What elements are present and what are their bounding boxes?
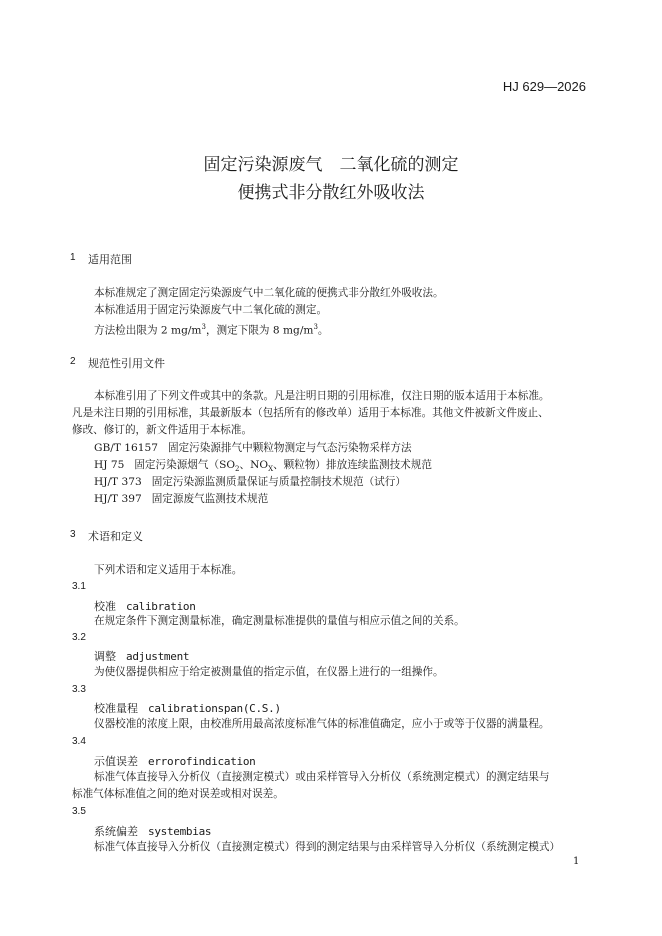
term-3-5-definition: 标准气体直接导入分析仪（直接测定模式）得到的测定结果与由采样管导入分析仪（系统测定模式） <box>94 841 561 853</box>
section-2-intro-3: 修改、修订的，新文件适用于本标准。 <box>72 424 253 436</box>
term-3-4-definition-2: 标准气体标准值之间的绝对误差或相对误差。 <box>72 788 284 800</box>
term-3-3-definition: 仪器校准的浓度上限，由校准所用最高浓度标准气体的标准值确定，应小于或等于仪器的满量程。 <box>94 718 550 730</box>
reference-title: 固定污染源排气中颗粒物测定与气态污染物采样方法 <box>167 442 412 454</box>
term-3-1-definition: 在规定条件下测定测量标准，确定测量标准提供的量值与相应示值之间的关系。 <box>94 615 465 627</box>
reference-title: 固定源废气监测技术规范 <box>151 493 269 505</box>
term-en: calibrationspan(C.S.) <box>148 702 281 715</box>
term-3-5-number: 3.5 <box>72 806 86 817</box>
term-3-1-number: 3.1 <box>72 581 86 592</box>
term-zh: 示值误差 <box>94 755 138 768</box>
term-3-2-definition: 为使仪器提供相应于给定被测量值的指定示值，在仪器上进行的一组操作。 <box>94 666 444 678</box>
term-zh: 校准量程 <box>94 702 138 715</box>
term-3-3-number: 3.3 <box>72 684 86 695</box>
section-1-para-2: 本标准适用于固定污染源废气中二氧化硫的测定。 <box>94 304 328 316</box>
section-1-title: 适用范围 <box>88 253 132 266</box>
term-en: calibration <box>126 600 196 613</box>
section-3-intro: 下列术语和定义适用于本标准。 <box>94 564 243 576</box>
term-3-4-number: 3.4 <box>72 736 86 747</box>
term-3-1 <box>94 598 196 614</box>
reference-sub-1: 2 <box>235 465 240 474</box>
title-line-1: 固定污染源废气 二氧化硫的测定 <box>203 155 459 175</box>
document-number: HJ 629—2026 <box>502 79 586 94</box>
term-3-4-definition-1: 标准气体直接导入分析仪（直接测定模式）或由采样管导入分析仪（系统测定模式）的测定结果与 <box>94 771 550 783</box>
limit-suffix: 。 <box>317 324 329 337</box>
section-2-number: 2 <box>70 356 76 367</box>
section-2-title: 规范性引用文件 <box>88 357 165 370</box>
term-zh: 校准 <box>94 600 116 613</box>
section-1-limit <box>94 319 329 339</box>
term-3-2 <box>94 648 189 664</box>
reference-3 <box>94 474 406 490</box>
reference-title-a: 固定污染源烟气（SO <box>134 459 236 471</box>
term-3-5 <box>94 823 211 839</box>
section-3-number: 3 <box>70 529 76 540</box>
reference-title-c: 、颗粒物）排放连续监测技术规范 <box>273 459 432 471</box>
reference-code: HJ/T 397 <box>94 493 142 505</box>
section-2-intro-2: 凡是未注日期的引用标准，其最新版本（包括所有的修改单）适用于本标准。其他文件被新文件废止、 <box>72 407 549 419</box>
section-1-para-1: 本标准规定了测定固定污染源废气中二氧化硫的便携式非分散红外吸收法。 <box>94 287 444 299</box>
term-en: adjustment <box>126 650 190 663</box>
term-zh: 系统偏差 <box>94 825 138 838</box>
reference-title-b: 、NO <box>239 459 269 471</box>
section-3-title: 术语和定义 <box>88 530 143 543</box>
limit-mid: ，测定下限为 8 mg/m <box>205 324 314 337</box>
reference-1 <box>94 440 412 456</box>
term-3-3 <box>94 700 281 716</box>
term-3-4 <box>94 753 255 769</box>
limit-prefix: 方法检出限为 2 mg/m <box>94 324 202 337</box>
reference-sub-2: X <box>268 465 274 474</box>
section-2-intro-1: 本标准引用了下列文件或其中的条款。凡是注明日期的引用标准，仅注日期的版本适用于本标准。 <box>94 390 550 402</box>
reference-code: HJ 75 <box>94 459 125 471</box>
section-1-number: 1 <box>70 252 76 263</box>
page-number: 1 <box>573 856 580 867</box>
reference-code: HJ/T 373 <box>94 476 142 488</box>
reference-title: 固定污染源监测质量保证与质量控制技术规范（试行） <box>151 476 406 488</box>
title-line-2: 便携式非分散红外吸收法 <box>237 183 425 203</box>
reference-4 <box>94 491 268 507</box>
reference-code: GB/T 16157 <box>94 442 158 454</box>
term-3-2-number: 3.2 <box>72 632 86 643</box>
term-en: systembias <box>148 825 212 838</box>
limit-sup-1: 3 <box>201 323 206 331</box>
term-en: errorofindication <box>148 755 256 768</box>
term-zh: 调整 <box>94 650 116 663</box>
limit-sup-2: 3 <box>313 323 318 331</box>
